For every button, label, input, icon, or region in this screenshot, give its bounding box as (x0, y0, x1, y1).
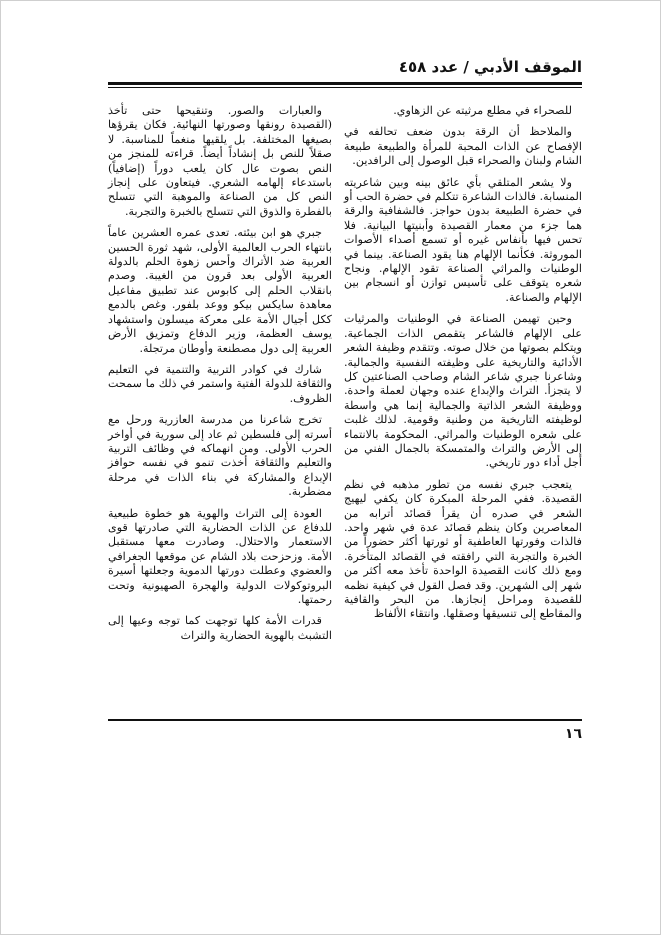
footer-rule (108, 719, 582, 721)
paragraph: والعبارات والصور. وتنقيحها حتى تأخذ (القصيدة رونقها وصورتها النهائية. فكان يقرؤها بصيغها المختلفة. بل يلقيها منغماً للمناسبة. لا صقلاً للنص بل إنشاداً أيضاً. قراءته للمنجز من النص بصوت عال كان يلعب دوراً (إضافياً) باستدعاء إلهامه الشعري. فيتعاون على إنجاز النص كل من الصناعة والموهبة التي تتسلح بالفطرة والذوق التي تتسلح بالخبرة والتجربة. (108, 104, 332, 218)
paragraph: قدرات الأمة كلها توجهت كما توجه وعيها إلى التشبث بالهوية الحضارية والتراث (108, 614, 332, 642)
paragraph: ولا يشعر المتلقي بأي عائق بينه وبين شاعريته المنسابة. فالذات الشاعرة تتكلم في حضرة الحب أو في حضرة الطبيعة بدون حواجز. فالشفافية والرقة هما جزء من معمار القصيدة وأبنيتها البيانية. فلا تحس فيها بأنفاس غيره أو تسمع أصداء الأصوات الموروثة. فكأنما الإلهام هنا يقود الصناعة. بينما في الوطنيات والمراثي الصناعة تقود الإلهام. ونجاح شعره يتوقف على تأسيس توازن أو انسجام بين الإلهام والصناعة. (344, 175, 582, 304)
left-column (108, 104, 332, 650)
header-rule-thick (108, 82, 582, 85)
paragraph: شارك في كوادر التربية والتنمية في التعليم والثقافة للدولة الفتية واستمر في ذلك ما سمحت الظروف. (108, 362, 332, 405)
paragraph: العودة إلى التراث والهوية هو خطوة طبيعية للدفاع عن الذات الحضارية التي صادرتها قوى الاستعمار والاحتلال. وصادرت معها مستقبل الأمة. وزحزحت بلاد الشام عن موقعها الجغرافي والعضوي وعطلت دورتها الدموية وجعلتها أسيرة البروتوكولات الدولية والهجرة الصهيونية وتحت رحمتها. (108, 506, 332, 606)
paragraph: يتعجب جبري نفسه من تطور مذهبه في نظم القصيدة. ففي المرحلة المبكرة كان يكفي ليهيج الشعر في صدره أن يقرأ قصائد أترابه من المعاصرين وكان ينظم قصائد عدة في شهر واحد. فالذات وفورتها العاطفية أو ثورتها أكثر حضوراً من الخبرة والتجربة التي رافقته في القصائد المتأخرة. ومع ذلك كانت القصيدة الواحدة تأخذ معه أكثر من شهر إلى الشهرين. وقد فصل القول في كيفية نظمه للقصيدة ومراحل إنجازها. من البحر والقافية والمقاطع إلى تنسيقها وصقلها. وانتقاء الألفاظ (344, 477, 582, 621)
paragraph: وحين تهيمن الصناعة في الوطنيات والمرثيات على الإلهام فالشاعر يتقمص الذات الجماعية. ويتكلم بصوتها من خلال صوته. وتتقدم وظيفة الشعر الأدائية والتاريخية على وظيفته النفسية والجمالية. وشاعرنا جبري شاعر الشام وصاحب الصناعتين كل لا يتجزأ. التراث والإبداع عنده وجهان لعملة واحدة. ووظيفة الشعر الذاتية والجمالية إنما هي واسطة لوظيفته التاريخية من وطنية وقومية. لذلك غلبت على شعره الوطنيات والمراثي. المحكومة بالانتماء إلى الأرض والتراث والمتمسكة بالجمال الفني من أجل أداء دور تاريخي. (344, 312, 582, 470)
paragraph: جبري هو ابن بيئته. تعدى عمره العشرين عاماً بانتهاء الحرب العالمية الأولى، شهد ثورة الحسين العربية ضد الأتراك وأحس زهوة الحلم بالدولة العربية الأولى بعد قرون من الغيبة. وصدم بانقلاب الحلم إلى كابوس عند تطبيق مفاعيل معاهدة سايكس بيكو ووعد بلفور. وغص بالدمع ككل أجيال الأمة على معركة ميسلون واستشهاد يوسف العظمة، وزير الدفاع وتمزيق الأرض العربية إلى دول مصطنعة وأوطان مرتجلة. (108, 226, 332, 355)
running-header (108, 58, 582, 90)
page-number: ١٦ (564, 726, 582, 742)
paragraph: تخرج شاعرنا من مدرسة العازرية ورحل مع أسرته إلى فلسطين ثم عاد إلى سورية في أواخر الحرب الأولى. ومن انهماكه في وظائف التربية والتعليم والثقافة أخذت تنمو في نفسه حوافز الإبداع والمشاركة في بناء الذات في مرحلة مضطربة. (108, 413, 332, 499)
right-column (344, 104, 582, 629)
journal-title: الموقف الأدبي / عدد ٤٥٨ (398, 58, 582, 76)
paragraph: للصحراء في مطلع مرثيته عن الزهاوي. (393, 104, 572, 117)
header-rule-thin (108, 87, 582, 88)
paragraph: والملاحظ أن الرقة بدون ضعف تحالفه في الإفصاح عن الذات المحبة للمرأة والطبيعة طبيعة الشام ولبنان والصحراء قبل الوصول إلى الرافدين. (344, 125, 582, 168)
